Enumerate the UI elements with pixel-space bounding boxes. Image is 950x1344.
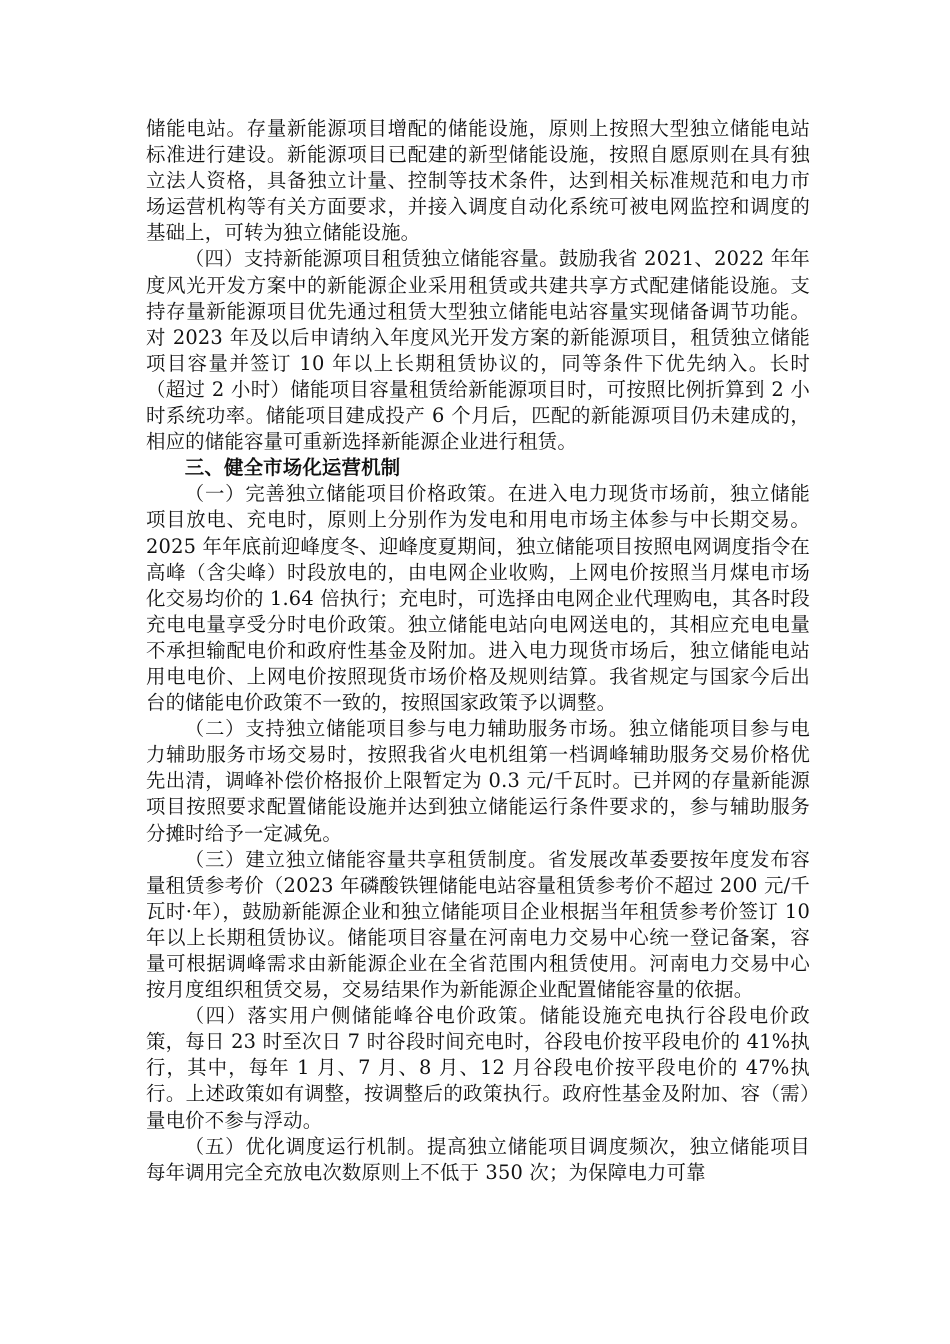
document-page: [146, 116, 810, 1186]
section-heading: 三、健全市场化运营机制: [184, 456, 401, 480]
paragraph-continued: 储能电站。存量新能源项目增配的储能设施，原则上按照大型独立储能电站标准进行建设。新能源项目已配建的新型储能设施，按照自愿原则在具有独立法人资格，具备独立计量、控制等技术条件，达到相关标准规范和电力市场运营机构等有关方面要求，并接入调度自动化系统可被电网监控和调度的基础上，可转为独立储能设施。: [146, 117, 810, 245]
paragraph-3-1: （一）完善独立储能项目价格政策。在进入电力现货市场前，独立储能项目放电、充电时，原则上分别作为发电和用电市场主体参与中长期交易。2025 年年底前迎峰度冬、迎峰度夏期间，独立储能项目按照电网调度指令在高峰（含尖峰）时段放电的，由电网企业收购，上网电价按照当月煤电市场化交易均价的 1.64 倍执行；充电时，可选择由电网企业代理购电，其各时段充电电量享受分时电价政策。独立储能电站向电网送电的，其相应充电电量不承担输配电价和政府性基金及附加。进入电力现货市场后，独立储能电站用电电价、上网电价按照现货市场价格及规则结算。我省规定与国家今后出台的储能电价政策不一致的，按照国家政策予以调整。: [146, 482, 811, 715]
paragraph-3-5: （五）优化调度运行机制。提高独立储能项目调度频次，独立储能项目每年调用完全充放电次数原则上不低于 350 次；为保障电力可靠: [146, 1134, 810, 1184]
paragraph-3-3: （三）建立独立储能容量共享租赁制度。省发展改革委要按年度发布容量租赁参考价（2023 年磷酸铁锂储能电站容量租赁参考价不超过 200 元/千瓦时·年），鼓励新能源企业和独立储能项目企业根据当年租赁参考价签订 10 年以上长期租赁协议。储能项目容量在河南电力交易中心统一登记备案，容量可根据调峰需求由新能源企业在全省范围内租赁使用。河南电力交易中心按月度组织租赁交易，交易结果作为新能源企业配置储能容量的依据。: [146, 847, 810, 1002]
paragraph-3-4: （四）落实用户侧储能峰谷电价政策。储能设施充电执行谷段电价政策，每日 23 时至次日 7 时谷段时间充电时，谷段电价按平段电价的 41%执行，其中，每年 1 月、7 月、8 月、12 月谷段电价按平段电价的 47%执行。上述政策如有调整，按调整后的政策执行。政府性基金及附加、容（需）量电价不参与浮动。: [146, 1004, 810, 1132]
paragraph-2-4: （四）支持新能源项目租赁独立储能容量。鼓励我省 2021、2022 年年度风光开发方案中的新能源企业采用租赁或共建共享方式配建储能设施。支持存量新能源项目优先通过租赁大型独立储能电站容量实现储备调节功能。对 2023 年及以后申请纳入年度风光开发方案的新能源项目，租赁独立储能项目容量并签订 10 年以上长期租赁协议的，同等条件下优先纳入。长时（超过 2 小时）储能项目容量租赁给新能源项目时，可按照比例折算到 2 小时系统功率。储能项目建成投产 6 个月后，匹配的新能源项目仍未建成的，相应的储能容量可重新选择新能源企业进行租赁。: [146, 247, 810, 454]
paragraph-3-2: （二）支持独立储能项目参与电力辅助服务市场。独立储能项目参与电力辅助服务市场交易时，按照我省火电机组第一档调峰辅助服务交易价格优先出清，调峰补偿价格报价上限暂定为 0.3 元/千瓦时。已并网的存量新能源项目按照要求配置储能设施并达到独立储能运行条件要求的，参与辅助服务分摊时给予一定减免。: [146, 717, 810, 845]
